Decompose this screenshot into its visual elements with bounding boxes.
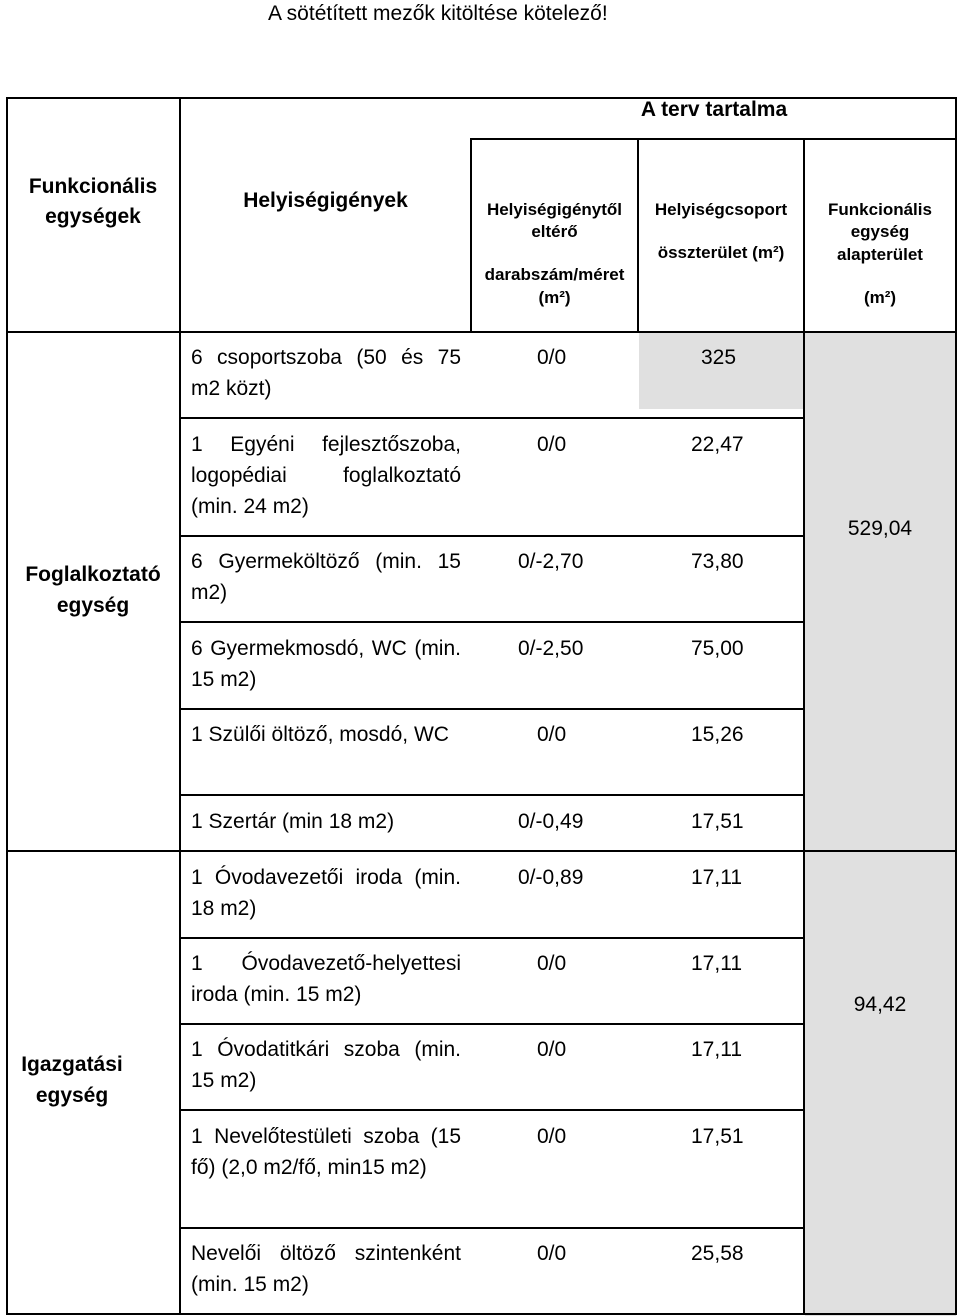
group-area-value: 17,11 bbox=[691, 1038, 742, 1061]
room-requirement: 6 Gyermekmosdó, WC (min. 15 m2) bbox=[191, 637, 461, 691]
group-area-value: 73,80 bbox=[691, 550, 744, 573]
deviation-value: 0/0 bbox=[537, 433, 567, 456]
unit-total-igazgatasi: 94,42 bbox=[853, 993, 907, 1016]
deviation-value: 0/0 bbox=[537, 346, 567, 369]
room-requirements-header: Helyiségigények bbox=[243, 189, 408, 212]
deviation-value: 0/0 bbox=[537, 1038, 567, 1061]
deviation-value: 0/0 bbox=[537, 1125, 567, 1148]
unit-total-foglalkoztato: 529,04 bbox=[847, 517, 913, 540]
shaded-area-strip bbox=[805, 333, 956, 1316]
unit-name-foglalkoztato: Foglalkoztató egység bbox=[25, 563, 161, 617]
group-area-value: 17,11 bbox=[691, 952, 742, 975]
functional-units-header: Funkcionális egységek bbox=[28, 175, 158, 228]
deviation-value: 0/0 bbox=[537, 1242, 567, 1265]
deviation-value: 0/0 bbox=[537, 952, 567, 975]
deviation-value: 0/-2,50 bbox=[518, 637, 584, 660]
room-requirement: 1 Óvodavezető-helyettesi iroda (min. 15 m2) bbox=[191, 952, 461, 1006]
group-area-value: 17,51 bbox=[691, 810, 744, 833]
group-area-value: 17,51 bbox=[691, 1125, 744, 1148]
unit-name-igazgatasi: Igazgatási egység bbox=[21, 1053, 123, 1107]
room-requirement: 1 Szertár (min 18 m2) bbox=[191, 810, 395, 833]
mandatory-fields-note: A sötétített mezők kitöltése kötelező! bbox=[268, 2, 608, 25]
group-area-value: 325 bbox=[701, 346, 737, 369]
group-area-value: 17,11 bbox=[691, 866, 742, 889]
group-area-value: 25,58 bbox=[691, 1242, 744, 1265]
room-requirement: 1 Egyéni fejlesztőszoba, logopédiai foglalkoztató (min. 24 m2) bbox=[191, 433, 461, 518]
room-requirement: 1 Óvodatitkári szoba (min. 15 m2) bbox=[191, 1038, 461, 1092]
plan-content-header: A terv tartalma bbox=[640, 98, 788, 121]
room-requirement: 6 Gyermeköltöző (min. 15 m2) bbox=[191, 550, 461, 604]
group-area-value: 15,26 bbox=[691, 723, 744, 746]
room-requirement: 1 Nevelőtestületi szoba (15 fő) (2,0 m2/fő, min15 m2) bbox=[191, 1125, 461, 1179]
room-requirement: Nevelői öltöző szintenként (min. 15 m2) bbox=[191, 1242, 461, 1296]
group-area-value: 75,00 bbox=[691, 637, 744, 660]
deviation-value: 0/-0,49 bbox=[518, 810, 584, 833]
deviation-value: 0/-0,89 bbox=[518, 866, 584, 889]
room-requirement: 1 Óvodavezetői iroda (min. 18 m2) bbox=[191, 866, 461, 920]
room-requirement: 6 csoportszoba (50 és 75 m2 közt) bbox=[191, 346, 461, 400]
deviation-value: 0/-2,70 bbox=[518, 550, 584, 573]
deviation-value: 0/0 bbox=[537, 723, 567, 746]
room-requirement: 1 Szülői öltöző, mosdó, WC bbox=[191, 723, 449, 746]
group-area-value: 22,47 bbox=[691, 433, 744, 456]
